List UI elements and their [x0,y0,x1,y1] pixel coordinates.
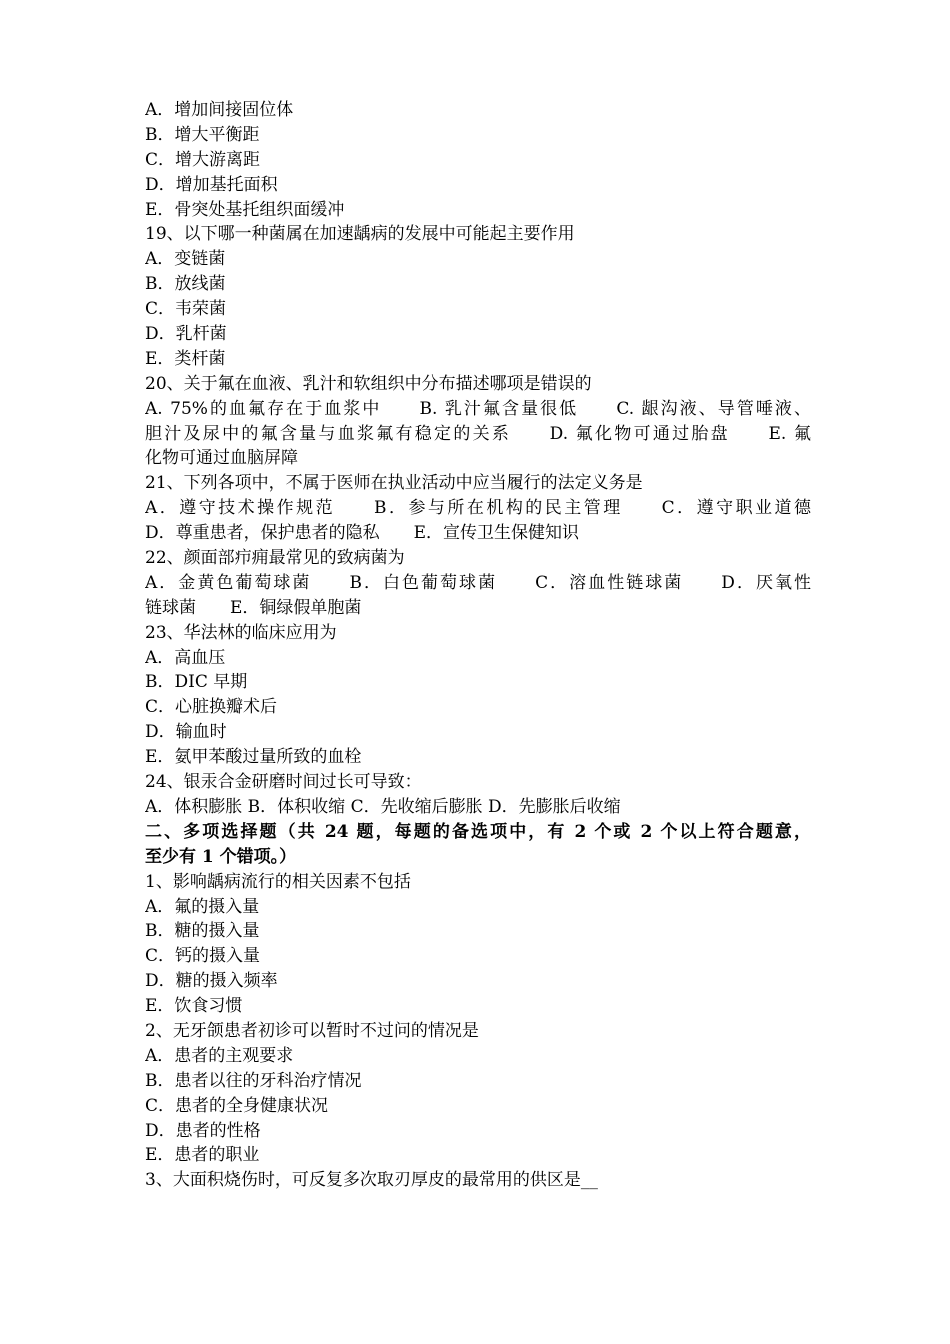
document-page [145,98,811,1193]
text-line: E．饮食习惯 [145,996,243,1017]
text-line: E．氨甲苯酸过量所致的血栓 [145,747,362,768]
text-line: 21、下列各项中，不属于医师在执业活动中应当履行的法定义务是 [145,473,643,494]
text-line: 23、华法林的临床应用为 [145,622,337,643]
text-line: B．糖的摄入量 [145,921,260,942]
text-line: D．输血时 [145,722,227,743]
text-line: 3、大面积烧伤时，可反复多次取刃厚皮的最常用的供区是__ [145,1170,598,1191]
text-line: A．金黄色葡萄球菌 B．白色葡萄球菌 C．溶血性链球菌 D．厌氧性 [145,572,811,593]
text-line: D．增加基托面积 [145,174,278,195]
text-line: C．钙的摄入量 [145,946,261,967]
text-line: C．增大游离距 [145,149,261,170]
text-line: A．体积膨胀 B．体积收缩 C．先收缩后膨胀 D．先膨胀后收缩 [145,796,621,817]
text-line: 二、多项选择题（共 24 题，每题的备选项中，有 2 个或 2 个以上符合题意， [145,821,811,842]
text-line: A．高血压 [145,647,226,668]
text-line: E．患者的职业 [145,1145,260,1166]
text-line: E．类杆菌 [145,348,226,369]
text-line: A．遵守技术操作规范 B．参与所在机构的民主管理 C．遵守职业道德 [145,498,811,519]
text-line: 2、无牙颌患者初诊可以暂时不过问的情况是 [145,1020,479,1041]
text-line: 22、颜面部疖痈最常见的致病菌为 [145,548,405,569]
text-line: A．变链菌 [145,249,226,270]
text-line: 链球菌 E．铜绿假单胞菌 [145,597,362,618]
text-line: A．患者的主观要求 [145,1045,294,1066]
text-line: 化物可通过血脑屏障 [145,448,298,469]
text-line: D．乳杆菌 [145,324,227,345]
text-line: A．氟的摄入量 [145,896,260,917]
text-line: 1、影响龋病流行的相关因素不包括 [145,871,411,892]
text-line: D．患者的性格 [145,1120,261,1141]
text-line: 24、银汞合金研磨时间过长可导致： [145,772,422,793]
text-line: D．糖的摄入频率 [145,971,278,992]
text-line: C．心脏换瓣术后 [145,697,278,718]
text-line: 19、以下哪一种菌属在加速龋病的发展中可能起主要作用 [145,224,575,245]
text-line: B．放线菌 [145,274,226,295]
text-line: B．增大平衡距 [145,124,260,145]
text-line: 胆汁及尿中的氟含量与血浆氟有稳定的关系 D. 氟化物可通过胎盘 E. 氟 [145,423,811,444]
text-line: B．患者以往的牙科治疗情况 [145,1070,362,1091]
text-line: 20、关于氟在血液、乳汁和软组织中分布描述哪项是错误的 [145,373,592,394]
text-line: A．增加间接固位体 [145,100,294,120]
text-line: A. 75%的血氟存在于血浆中 B. 乳汁氟含量很低 C. 龈沟液、导管唾液、 [145,398,811,419]
text-line: C．患者的全身健康状况 [145,1095,329,1116]
text-line: 至少有 1 个错项。） [145,846,297,867]
text-line: D．尊重患者，保护患者的隐私 E．宣传卫生保健知识 [145,523,580,544]
text-line: B．DIC 早期 [145,672,248,693]
text-line: E．骨突处基托组织面缓冲 [145,199,345,220]
text-line: C．韦荣菌 [145,299,227,320]
